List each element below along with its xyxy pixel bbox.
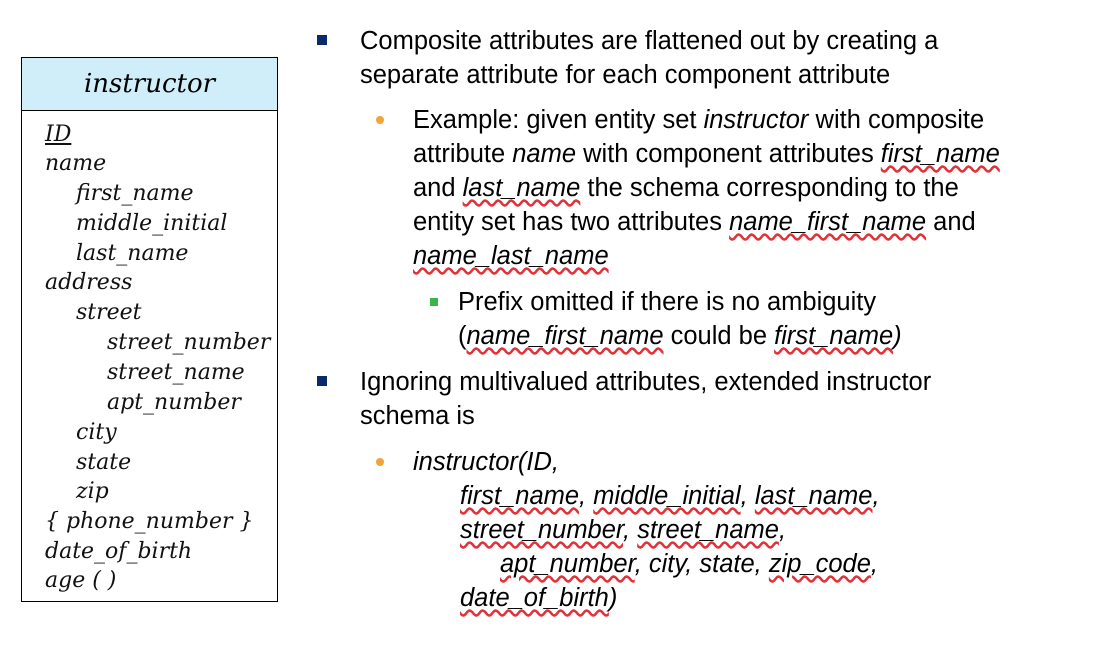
entity-title: instructor	[22, 58, 277, 111]
example-line2: attribute name with component attributes first_name	[413, 140, 1000, 168]
attr-id: ID	[45, 122, 72, 147]
prefix-line1: Prefix omitted if there is no ambiguity	[458, 288, 877, 316]
schema-line2: first_name, middle_initial, last_name,	[460, 482, 880, 510]
example-line5: name_last_name	[413, 242, 609, 270]
bullet-marker-level2	[376, 458, 384, 466]
attr-street-name: street_name	[107, 360, 245, 385]
schema-line5: date_of_birth)	[460, 584, 618, 612]
entity-box-instructor	[21, 57, 278, 602]
attr-age: age ( )	[45, 568, 117, 593]
example-line4: entity set has two attributes name_first_name and	[413, 208, 976, 236]
attr-street-number: street_number	[107, 330, 271, 355]
attr-state: state	[76, 450, 132, 475]
prefix-line2: (name_first_name could be first_name)	[458, 322, 902, 350]
bullet2-line1: Ignoring multivalued attributes, extended instructor	[360, 368, 932, 396]
bullet1-line2: separate attribute for each component attribute	[360, 61, 891, 89]
example-line3: and last_name the schema corresponding to the	[413, 174, 959, 202]
bullet-marker-level1	[317, 376, 327, 386]
bullet-marker-level2	[376, 116, 384, 124]
example-line1: Example: given entity set instructor with composite	[413, 106, 985, 134]
attr-middle-initial: middle_initial	[76, 211, 228, 236]
attr-street: street	[76, 300, 142, 325]
schema-line3: street_number, street_name,	[460, 516, 787, 544]
attr-date-of-birth: date_of_birth	[45, 539, 193, 564]
attr-city: city	[76, 420, 117, 445]
bullet-marker-level3	[430, 298, 438, 306]
bullet-marker-level1	[317, 35, 327, 45]
attr-phone-number: { phone_number }	[45, 509, 254, 534]
bullet1-line1: Composite attributes are flattened out by creating a	[360, 27, 939, 55]
attr-zip: zip	[76, 479, 109, 504]
attr-address: address	[45, 270, 133, 295]
attr-name: name	[45, 151, 107, 176]
attr-last-name: last_name	[76, 241, 189, 266]
bullet2-line2: schema is	[360, 402, 475, 430]
schema-line1: instructor(ID,	[413, 448, 559, 476]
attr-first-name: first_name	[76, 181, 194, 206]
attr-apt-number: apt_number	[107, 390, 241, 415]
schema-line4: apt_number, city, state, zip_code,	[500, 550, 879, 578]
